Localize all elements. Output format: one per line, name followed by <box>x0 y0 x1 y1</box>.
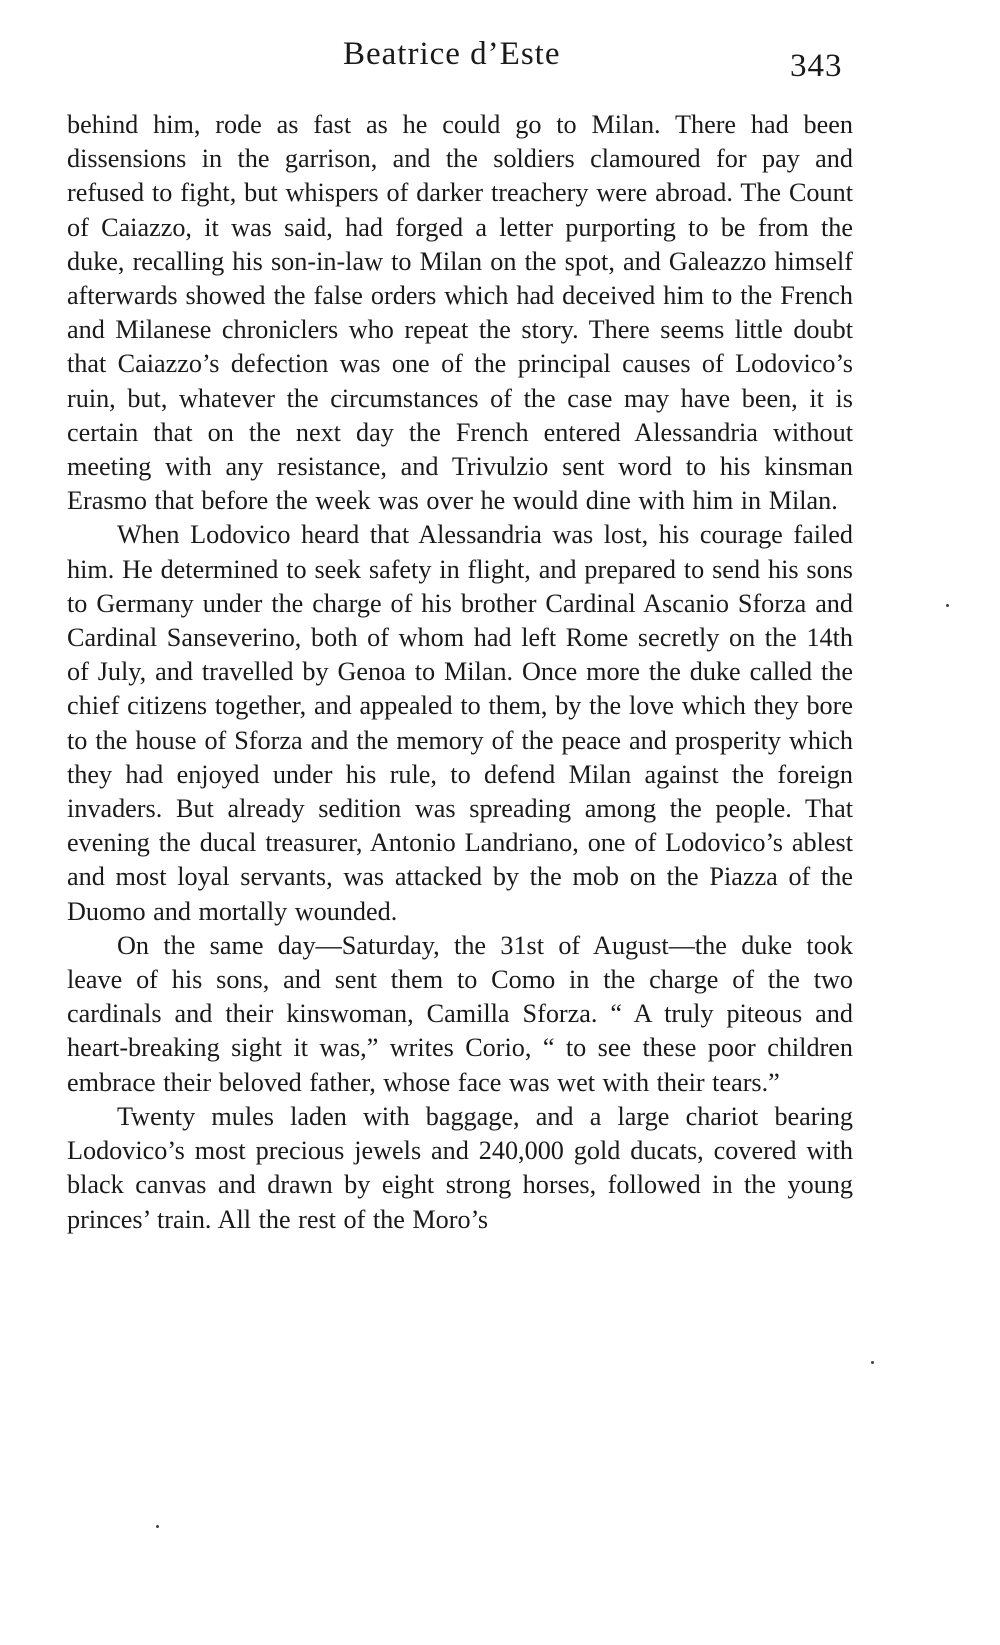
scan-speck <box>156 1525 159 1528</box>
scan-speck <box>871 1361 874 1364</box>
scan-speck <box>946 604 949 607</box>
paragraph: When Lodovico heard that Alessandria was lost, his courage failed him. He determined to seek safety in flight, and prepared to send his sons to Germany under the charge of his brother Cardinal Ascanio Sforza and Cardinal Sanseverino, both of whom had left Rome secretly on the 14th of July, and travelled by Genoa to Milan. Once more the duke called the chief citizens together, and appealed to them, by the love which they bore to the house of Sforza and the memory of the peace and prosperity which they had enjoyed under his rule, to defend Milan against the foreign invaders. But already sedition was spreading among the people. That evening the ducal treasurer, Antonio Landriano, one of Lodovico’s ablest and most loyal servants, was attacked by the mob on the Piazza of the Duomo and mortally wounded. <box>67 520 853 926</box>
body-text <box>67 108 853 1237</box>
paragraph: Twenty mules laden with baggage, and a large chariot bearing Lodovico’s most precious jewels and 240,000 gold ducats, covered with black canvas and drawn by eight strong horses, followed in the young princes’ train. All the rest of the Moro’s <box>67 1101 853 1234</box>
paragraph-continued: behind him, rode as fast as he could go to Milan. There had been dissensions in the garrison, and the soldiers clamoured for pay and refused to fight, but whispers of darker treachery were abroad. The Count of Caiazzo, it was said, had forged a letter purporting to be from the duke, recalling his son-in-law to Milan on the spot, and Galeazzo himself afterwards showed the false orders which had deceived him to the French and Milanese chroniclers who repeat the story. There seems little doubt that Caiazzo’s defection was one of the principal causes of Lodovico’s ruin, but, whatever the circumstances of the case may have been, it is certain that on the next day the French entered Alessandria without meeting with any resistance, and Trivulzio sent word to his kinsman Erasmo that before the week was over he would dine with him in Milan. <box>67 110 853 516</box>
running-head <box>0 36 1000 86</box>
page-number: 343 <box>790 48 843 84</box>
running-title: Beatrice d’Este <box>343 36 561 72</box>
paragraph: On the same day—Saturday, the 31st of August—the duke took leave of his sons, and sent them to Como in the charge of the two cardinals and their kinswoman, Camilla Sforza. “ A truly piteous and heart-breaking sight it was,” writes Corio, “ to see these poor children embrace their beloved father, whose face was wet with their tears.” <box>67 930 853 1097</box>
